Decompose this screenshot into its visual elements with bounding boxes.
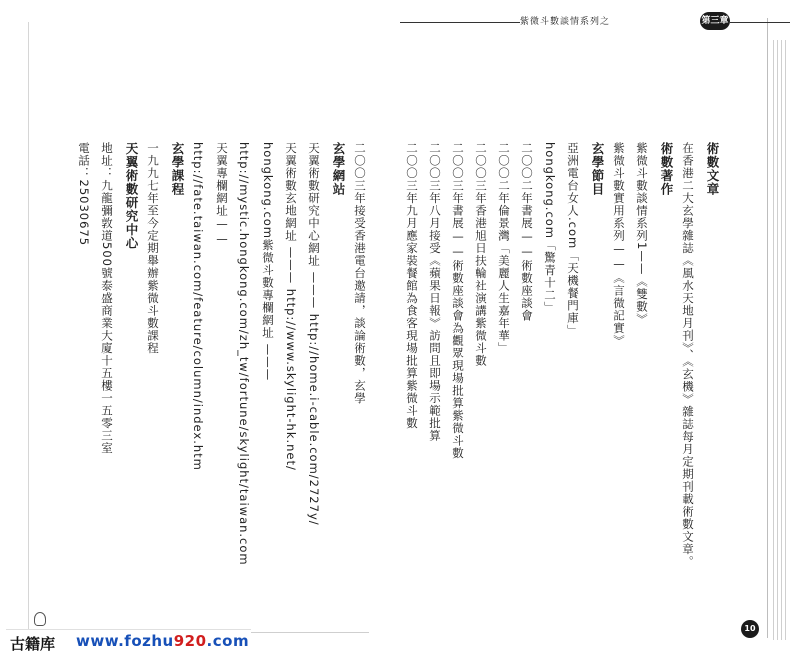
center-phone: 電話：25030675 <box>77 142 91 247</box>
works-heading: 術數文章 <box>705 142 720 196</box>
works-line: 在香港二大玄學雜誌《風水天地月刊》、《玄機》雜誌每月定期刊載術數文章。 <box>681 142 695 568</box>
lamp-icon <box>34 612 46 626</box>
books-heading: 術數著作 <box>659 142 674 196</box>
programs-heading: 玄學節目 <box>590 142 605 196</box>
center-heading: 天翼術數研究中心 <box>124 142 139 250</box>
books-line-2: 紫微斗數實用系列——《言微記實》 <box>612 142 626 347</box>
web-line-1: 天翼術數研究中心網址 ——— http://home.i-cable.com/2727y/ <box>307 142 321 526</box>
programs-line-6: 二〇〇三年書展——術數座談會為觀眾現場批算紫微斗數 <box>451 142 465 460</box>
url-suffix: .com <box>206 632 250 650</box>
url-prefix: www.fozhu <box>76 632 174 650</box>
programs-line-2: hongkong.com「驚青十二」 <box>543 142 557 315</box>
programs-line-4: 二〇〇二年倫景灣「美麗人生嘉年華」 <box>497 142 511 355</box>
running-header <box>400 12 780 34</box>
series-title: 紫微斗數談情系列之 <box>520 17 611 27</box>
web-line-6: http://fate.taiwan.com/feature/column/index.htm <box>191 142 205 471</box>
watermark-url[interactable] <box>76 632 249 650</box>
header-rule-right <box>730 22 790 23</box>
programs-line-9: 二〇〇三年接受香港電台邀請，談論術數，玄學 <box>353 142 367 405</box>
course-line: 一九九七年至今定期舉辦紫微斗數課程 <box>146 142 160 355</box>
url-number: 920 <box>173 632 207 650</box>
watermark-logo: 古籍库 <box>10 635 56 653</box>
chapter-badge: 第三章 <box>700 12 730 30</box>
programs-line-3: 二〇〇二年書展——術數座談會 <box>520 142 534 322</box>
header-rule-left <box>400 22 520 23</box>
center-address: 地址：九龍彌敦道500號泰盛商業大廈十五樓一五零三室 <box>100 142 114 455</box>
programs-line-5: 二〇〇三年香港旭日扶輪社演講紫微斗數 <box>474 142 488 367</box>
web-heading: 玄學網站 <box>331 142 346 196</box>
books-line-1: 紫微斗數談情系列1——《雙數》 <box>635 142 649 326</box>
web-line-5: 天翼專欄網址—— <box>215 142 229 247</box>
watermark <box>6 629 251 654</box>
page-number: 10 <box>741 620 759 638</box>
course-heading: 玄學課程 <box>170 142 185 196</box>
programs-line-8: 二〇〇三年九月應家裝餐館為食客現場批算紫微斗數 <box>405 142 419 430</box>
web-line-4: http://mystic.hongkong.com/zh_tw/fortune/skylight/taiwan.com <box>237 142 251 566</box>
web-line-2: 天翼術數玄地網址 ——— http://www.skylight-hk.net/ <box>284 142 298 471</box>
programs-line-1: 亞洲電台女人.com「天機餐門庫」 <box>566 142 580 337</box>
page-edge-lines <box>773 40 787 640</box>
programs-line-7: 二〇〇三年八月接受《蘋果日報》訪問且即場示範批算 <box>428 142 442 442</box>
web-line-3: hongkong.com紫微斗數專欄網址 ——— <box>261 142 275 382</box>
